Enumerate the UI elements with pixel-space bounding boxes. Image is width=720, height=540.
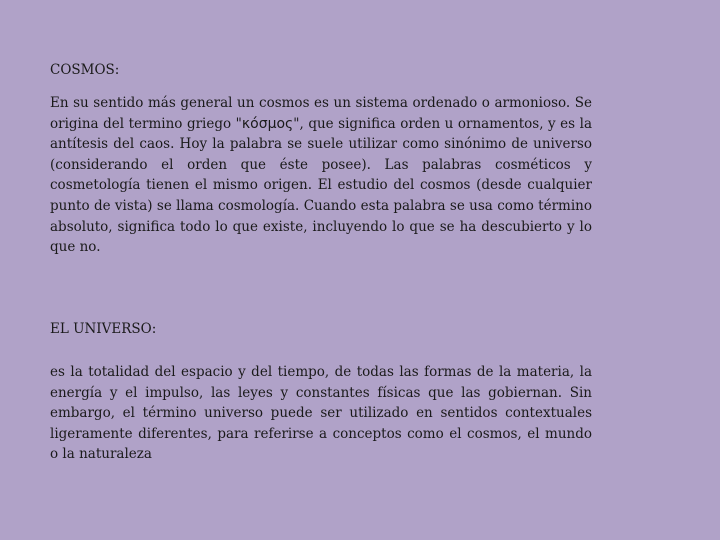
universo-heading: EL UNIVERSO: — [50, 321, 157, 337]
slide-content — [50, 0, 592, 540]
cosmos-text-part-1: En su sentido más general un cosmos es un sistema ordenado o armonioso. Se origina del termino griego " — [50, 95, 592, 132]
cosmos-text-part-2: ", que significa orden u ornamentos, y es la antítesis del caos. Hoy la palabra se suele utilizar como sinónimo de universo (considerando el orden que éste posee). Las palabras cosméticos y cosmetología tienen el mismo origen. El estudio del cosmos (desde cualquier punto de vista) se llama cosmología. Cuando esta palabra se usa como término absoluto, significa todo lo que existe, incluyendo lo que se ha descubierto y lo que no. — [50, 115, 593, 256]
cosmos-heading: COSMOS: — [50, 62, 120, 78]
universo-paragraph: es la totalidad del espacio y del tiempo, de todas las formas de la materia, la energía y el impulso, las leyes y constantes físicas que las gobiernan. Sin embargo, el término universo puede ser utilizado en sentidos contextuales ligeramente diferentes, para referirse a conceptos como el cosmos, el mundo o la naturaleza — [50, 364, 592, 463]
greek-word: κόσμος — [241, 115, 294, 132]
cosmos-paragraph — [50, 93, 592, 258]
